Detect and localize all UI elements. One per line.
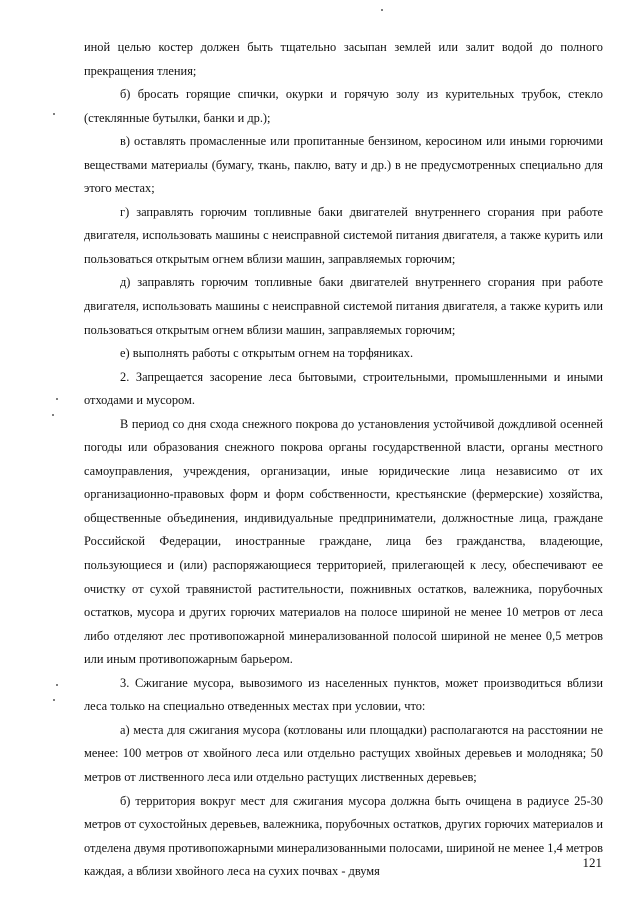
page-number: 121 [582,855,602,870]
margin-mark [52,414,54,416]
paragraph: 3. Сжигание мусора, вывозимого из населенных пунктов, может производиться вблизи леса только на специально отведенных местах при условии, что: [84,675,603,714]
paragraph: 2. Запрещается засорение леса бытовыми, строительными, промышленными и иными отходами и мусором. [84,369,603,408]
paragraph: д) заправлять горючим топливные баки двигателей внутреннего сгорания при работе двигателя, использовать машины с неисправной системой питания двигателя, а также курить или пользоваться открытым огнем вблизи машин, заправляемых горючим; [84,275,603,337]
margin-mark [53,113,55,115]
margin-mark [53,699,55,701]
margin-mark [56,398,58,400]
paragraph: иной целью костер должен быть тщательно засыпан землей или залит водой до полного прекращения тления; [84,40,603,78]
document-body [84,36,603,884]
paragraph: в) оставлять промасленные или пропитанные бензином, керосином или иными горючими веществами материалы (бумагу, ткань, паклю, вату и др.) в не предусмотренных специально для этого местах; [84,134,603,196]
paragraph: а) места для сжигания мусора (котлованы или площадки) располагаются на расстоянии не менее: 100 метров от хвойного леса или отдельно растущих хвойных деревьев и молодняка; 50 метров от лиственного леса или отдельно растущих лиственных деревьев; [84,722,603,784]
paragraph: б) бросать горящие спички, окурки и горячую золу из курительных трубок, стекло (стеклянные бутылки, банки и др.); [84,87,603,125]
paragraph: е) выполнять работы с открытым огнем на торфяниках. [120,346,414,361]
paragraph: г) заправлять горючим топливные баки двигателей внутреннего сгорания при работе двигателя, использовать машины с неисправной системой питания двигателя, а также курить или пользоваться открытым огнем вблизи машин, заправляемых горючим; [84,204,603,266]
paragraph: В период со дня схода снежного покрова до установления устойчивой дождливой осенней погоды или образования снежного покрова органы государственной власти, органы местного самоуправления, учреждения, организации, иные юридические лица независимо от их организационно-правовых форм и форм собственности, крестьянские (фермерские) хозяйства, общественные объединения, индивидуальные предприниматели, должностные лица, граждане Российской Федерации, иностранные граждане, лица без гражданства, владеющие, пользующиеся и (или) распоряжающиеся территорией, прилегающей к лесу, обеспечивают ее очистку от сухой травянистой растительности, пожнивных остатков, валежника, порубочных остатков, мусора и других горючих материалов на полосе шириной не менее 10 метров от леса либо отделяют лес противопожарной минерализованной полосой шириной не менее 0,5 метров или иным противопожарным барьером. [84,416,603,667]
paragraph: б) территория вокруг мест для сжигания мусора должна быть очищена в радиусе 25-30 метров от сухостойных деревьев, валежника, порубочных остатков, других горючих материалов и отделена двумя противопожарными минерализованными полосами, шириной не менее 1,4 метров каждая, а вблизи хвойного леса на сухих почвах - двумя [84,793,603,879]
margin-mark [56,684,58,686]
scan-speck [381,9,383,11]
